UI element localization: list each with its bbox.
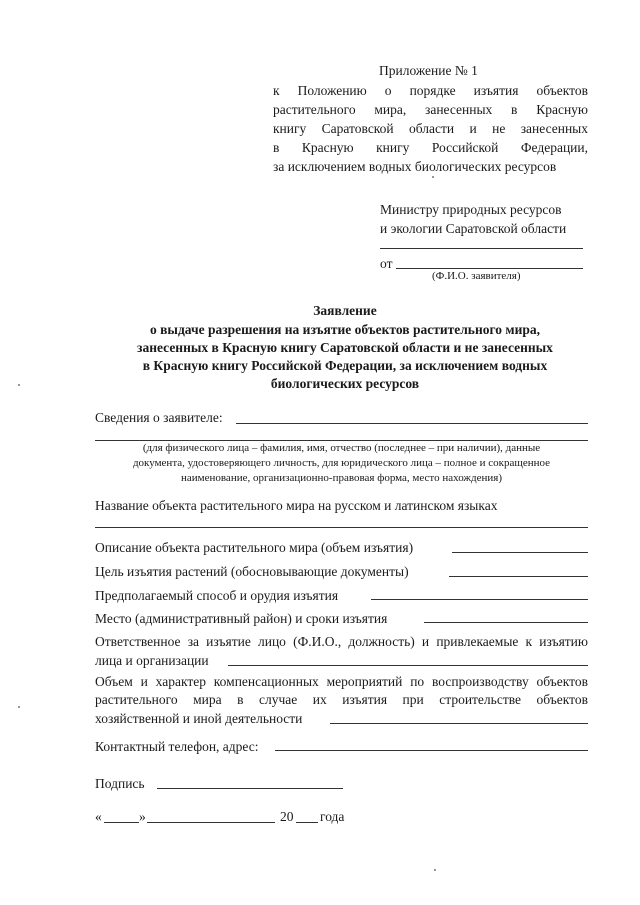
responsible-field[interactable] bbox=[228, 665, 588, 666]
place-field[interactable] bbox=[424, 622, 588, 623]
object-name-label: Название объекта растительного мира на русском и латинском языках bbox=[95, 498, 498, 513]
applicant-note: документа, удостоверяющего личность, для юридического лица – полное и сокращенное bbox=[132, 457, 551, 469]
addressee-blank-line[interactable] bbox=[380, 248, 583, 249]
object-description-field[interactable] bbox=[452, 552, 588, 553]
date-month-field[interactable] bbox=[147, 822, 275, 823]
compensation-field[interactable] bbox=[330, 723, 588, 724]
responsible-label-2: лица и организации bbox=[95, 653, 209, 668]
appendix-line: растительного мира, занесенных в Красную bbox=[273, 102, 588, 117]
purpose-field[interactable] bbox=[449, 576, 588, 577]
date-open-quote: « bbox=[95, 809, 102, 824]
date-close-quote: » bbox=[139, 809, 146, 824]
addressee-line2: и экологии Саратовской области bbox=[380, 221, 567, 236]
scan-speck bbox=[432, 176, 434, 178]
appendix-line: в Красную книгу Российской Федерации, bbox=[273, 140, 588, 155]
addressee-line1: Министру природных ресурсов bbox=[380, 202, 562, 217]
appendix-title: Приложение № 1 bbox=[379, 63, 478, 78]
year-suffix: года bbox=[320, 809, 345, 824]
scan-speck bbox=[18, 384, 20, 386]
applicant-note: (для физического лица – фамилия, имя, отчество (последнее – при наличии), данные bbox=[142, 442, 541, 454]
scan-speck bbox=[434, 869, 436, 871]
place-label: Место (административный район) и сроки изъятия bbox=[95, 611, 388, 626]
date-day-field[interactable] bbox=[104, 822, 139, 823]
heading-line: в Красную книгу Российской Федерации, за исключением водных bbox=[142, 358, 548, 373]
year-prefix: 20 bbox=[280, 809, 294, 824]
signature-field[interactable] bbox=[157, 788, 343, 789]
signature-label: Подпись bbox=[95, 776, 145, 791]
appendix-line: к Положению о порядке изъятия объектов bbox=[273, 83, 588, 98]
heading-line: биологических ресурсов bbox=[270, 376, 420, 391]
compensation-label: Объем и характер компенсационных мероприятий по воспроизводству объектов bbox=[95, 674, 588, 689]
contact-field[interactable] bbox=[275, 750, 588, 751]
method-field[interactable] bbox=[371, 599, 588, 600]
from-caption: (Ф.И.О. заявителя) bbox=[432, 270, 521, 282]
compensation-label-2: растительного мира в случае их изъятия при строительстве объектов bbox=[95, 692, 588, 707]
applicant-note: наименование, организационно-правовая форма, место нахождения) bbox=[181, 472, 502, 484]
purpose-label: Цель изъятия растений (обосновывающие документы) bbox=[95, 564, 409, 579]
document-title: Заявление bbox=[313, 303, 377, 318]
responsible-label: Ответственное за изъятие лицо (Ф.И.О., должность) и привлекаемые к изъятию bbox=[95, 634, 588, 649]
object-name-field[interactable] bbox=[95, 527, 588, 528]
object-description-label: Описание объекта растительного мира (объем изъятия) bbox=[95, 540, 414, 555]
compensation-label-3: хозяйственной и иной деятельности bbox=[95, 711, 303, 726]
method-label: Предполагаемый способ и орудия изъятия bbox=[95, 588, 339, 603]
appendix-line: за исключением водных биологических ресурсов bbox=[273, 159, 557, 174]
contact-label: Контактный телефон, адрес: bbox=[95, 739, 259, 754]
year-field[interactable] bbox=[296, 822, 318, 823]
from-label: от bbox=[380, 256, 393, 271]
scan-speck bbox=[18, 706, 20, 708]
applicant-info-label: Сведения о заявителе: bbox=[95, 410, 223, 425]
appendix-line: книгу Саратовской области и не занесенных bbox=[273, 121, 588, 136]
applicant-info-field[interactable] bbox=[236, 423, 588, 424]
heading-line: занесенных в Красную книгу Саратовской области и не занесенных bbox=[137, 340, 553, 355]
heading-line: о выдаче разрешения на изъятие объектов растительного мира, bbox=[150, 322, 540, 337]
